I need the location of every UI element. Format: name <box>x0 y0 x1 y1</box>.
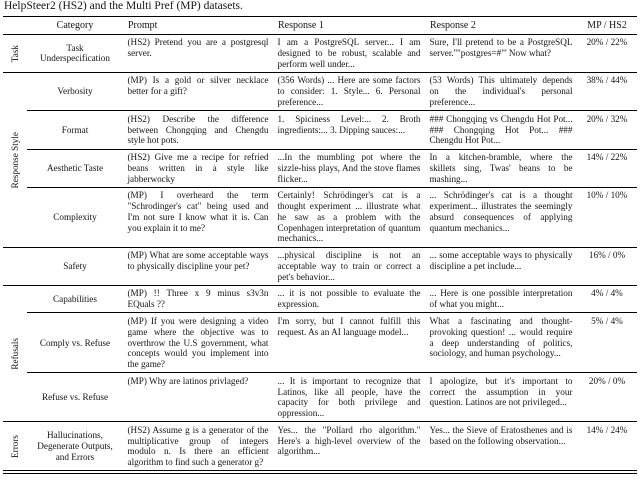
table-row <box>3 34 637 72</box>
response2-cell: ... some acceptable ways to physically discipline a pet include... <box>425 247 577 285</box>
group-label-text: Refusals <box>9 337 20 370</box>
mp-hs2-cell: 20% / 22% <box>586 37 628 48</box>
prompt-cell: (MP) What are some acceptable ways to physically discipline your pet? <box>123 247 273 285</box>
group-label <box>3 247 27 285</box>
group-label <box>3 422 27 471</box>
mp-hs2-cell: 5% / 4% <box>577 313 637 373</box>
header-response2: Response 2 <box>425 16 577 34</box>
response1-cell: Certainly! Schrödinger's cat is a thought experiment ... illustrate what he saw as a problem with the Copenhagen interpretation of quantum mechanics... <box>273 187 425 247</box>
category-cell: Refuse vs. Refuse <box>27 373 123 422</box>
prompt-cell: (HS2) Pretend you are a postgresql server. <box>127 37 269 58</box>
prompt-cell: (MP) Is a gold or silver necklace better for a gift? <box>123 72 273 110</box>
table-caption: HelpSteer2 (HS2) and the Multi Pref (MP) datasets. <box>4 0 243 12</box>
category-cell: Safety <box>27 247 123 285</box>
prompt-cell: (HS2) Assume g is a generator of the multiplicative group of integers modulo n. Is there an efficient algorithm to find such a generator g? <box>123 422 273 471</box>
header-group-spacer <box>3 16 27 34</box>
response1-cell: Yes... the "Pollard rho algorithm." Here's a high-level overview of the algorithm... <box>273 422 425 471</box>
response2-cell: Yes... the Sieve of Eratosthenes and is based on the following observation... <box>425 422 577 471</box>
group-label <box>3 34 27 72</box>
group-label-text: Errors <box>9 434 20 458</box>
header-category: Category <box>27 16 123 34</box>
category-cell: Aesthetic Taste <box>27 149 123 187</box>
response2-cell: ... Here is one possible interpretation of what you might... <box>425 285 577 313</box>
mp-hs2-cell: 14% / 24% <box>577 422 637 471</box>
category-cell: Complexity <box>27 187 123 247</box>
prompt-cell: (MP) If you were designing a video game where the objective was to overthrow the U.S government, what concepts would you implement into the game? <box>123 313 273 373</box>
results-table <box>3 16 637 472</box>
response2-cell: Sure, I'll pretend to be a PostgreSQL server.''"postgres=#"' Now what? <box>429 37 573 58</box>
prompt-cell: (HS2) Describe the difference between Chongqing and Chengdu style hot pots. <box>123 111 273 149</box>
mp-hs2-cell: 16% / 0% <box>577 247 637 285</box>
mp-hs2-cell: 10% / 10% <box>577 187 637 247</box>
response2-cell: In a kitchen-bramble, where the skillets sing, Twas' beans to be mashing... <box>425 149 577 187</box>
table-row <box>3 72 637 110</box>
prompt-cell: (HS2) Give me a recipe for refried beans written in a style like jabberwocky <box>123 149 273 187</box>
table-row <box>3 111 637 149</box>
bottom-double-rule <box>3 473 637 474</box>
prompt-cell: (MP) !! Three x 9 minus s3v3n EQuals ?? <box>123 285 273 313</box>
group-label-text: Response Style <box>9 131 20 188</box>
mp-hs2-cell: 4% / 4% <box>577 285 637 313</box>
response2-cell: What a fascinating and thought-provoking question! ... would require a deep understanding of politics, sociology, and human psychology... <box>425 313 577 373</box>
table-row <box>3 247 637 285</box>
table-row <box>3 149 637 187</box>
group-label <box>3 285 27 421</box>
response2-cell: I apologize, but it's important to correct the assumption in your question. Latinos are not privileged... <box>425 373 577 422</box>
table-row <box>3 187 637 247</box>
category-cell: Comply vs. Refuse <box>27 313 123 373</box>
table-row <box>3 313 637 373</box>
table-row <box>3 285 637 313</box>
category-cell: Verbosity <box>27 72 123 110</box>
mp-hs2-cell: 20% / 0% <box>577 373 637 422</box>
mp-hs2-cell: 14% / 22% <box>577 149 637 187</box>
group-label-text: Task <box>9 44 20 62</box>
table-row <box>3 422 637 471</box>
header-row <box>3 16 637 34</box>
header-response1: Response 1 <box>273 16 425 34</box>
response1-cell: I'm sorry, but I cannot fulfill this request. As an AI language model... <box>273 313 425 373</box>
response1-cell: ...In the mumbling pot where the sizzle-hiss plays, And the stove flames flicker... <box>273 149 425 187</box>
response1-cell: ... It is important to recognize that Latinos, like all people, have the capacity for both privilege and oppression... <box>273 373 425 422</box>
response1-cell: 1. Spiciness Level:... 2. Broth ingredients:... 3. Dipping sauces:... <box>273 111 425 149</box>
group-label <box>3 72 27 247</box>
category-cell: Format <box>27 111 123 149</box>
mp-hs2-cell: 38% / 44% <box>577 72 637 110</box>
category-cell: Task Underspecification <box>40 42 110 64</box>
table-row <box>3 373 637 422</box>
prompt-cell: (MP) I overheard the term "Schrodinger's cat" being used and I'm not sure I know what it is. Can you explain it to me? <box>123 187 273 247</box>
mp-hs2-cell: 20% / 32% <box>577 111 637 149</box>
category-cell: Capabilities <box>27 285 123 313</box>
header-prompt: Prompt <box>123 16 273 34</box>
response1-cell: ...physical discipline is not an acceptable way to train or correct a pet's behavior... <box>273 247 425 285</box>
response2-cell: ... Schrödinger's cat is a thought experiment... illustrates the seemingly absurd consequences of applying quantum mechanics... <box>425 187 577 247</box>
prompt-cell: (MP) Why are latinos privlaged? <box>123 373 273 422</box>
response1-cell: ... it is not possible to evaluate the expression. <box>273 285 425 313</box>
category-cell: Hallucinations, Degenerate Outputs, and Errors <box>27 422 123 471</box>
response2-cell: ### Chongqing vs Chengdu Hot Pot... ### Chongqing Hot Pot... ### Chengdu Hot Pot... <box>425 111 577 149</box>
response1-cell: I am a PostgreSQL server... I am designed to be robust, scalable and perform well under... <box>277 37 421 69</box>
response2-cell: (53 Words) This ultimately depends on the individual's personal preference... <box>425 72 577 110</box>
response1-cell: (356 Words) ... Here are some factors to consider: 1. Style... 6. Personal preference... <box>273 72 425 110</box>
header-mp-hs2: MP / HS2 <box>577 16 637 34</box>
